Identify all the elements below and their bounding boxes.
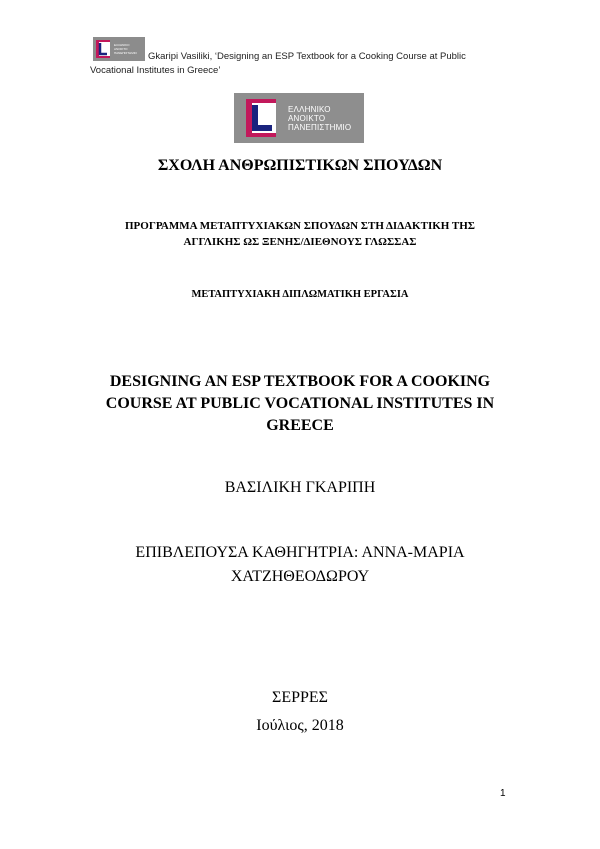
author-name: ΒΑΣΙΛΙΚΗ ΓΚΑΡΙΠΗ <box>224 479 376 496</box>
school-name: ΣΧΟΛΗ ΑΝΘΡΩΠΙΣΤΙΚΩΝ ΣΠΟΥΔΩΝ <box>157 157 443 174</box>
university-logo <box>234 93 364 143</box>
thesis-title: DESIGNING AN ESP TEXTBOOK FOR A COOKING COURSE AT PUBLIC VOCATIONAL INSTITUTES IN GREECE <box>105 373 495 434</box>
header-logo-text: ΕΛΛΗΝΙΚΟ ΑΝΟΙΚΤΟ ΠΑΝΕΠΙΣΤΗΜΙΟ <box>114 43 137 55</box>
university-logo-text: ΕΛΛΗΝΙΚΟ ΑΝΟΙΚΤΟ ΠΑΝΕΠΙΣΤΗΜΙΟ <box>288 104 352 132</box>
page-number: 1 <box>500 788 506 799</box>
running-header: Gkaripi Vasiliki, ‘Designing an ESP Textbook for a Cooking Course at Public Vocational Institutes in Greece’ <box>90 51 466 76</box>
date: Ιούλιος, 2018 <box>256 717 344 734</box>
thesis-type: ΜΕΤΑΠΤΥΧΙΑΚΗ ΔΙΠΛΩΜΑΤΙΚΗ ΕΡΓΑΣΙΑ <box>191 289 409 300</box>
city: ΣΕΡΡΕΣ <box>272 689 328 706</box>
university-emblem-icon <box>242 93 282 143</box>
supervisor: ΕΠΙΒΛΕΠΟΥΣΑ ΚΑΘΗΓΗΤΡΙΑ: ΑΝΝΑ-ΜΑΡΙΑ ΧΑΤΖΗΘΕΟΔΩΡΟΥ <box>135 544 465 585</box>
program-name: ΠΡΟΓΡΑΜΜΑ ΜΕΤΑΠΤΥΧΙΑΚΩΝ ΣΠΟΥΔΩΝ ΣΤΗ ΔΙΔΑΚΤΙΚΗ ΤΗΣ ΑΓΓΛΙΚΗΣ ΩΣ ΞΕΝΗΣ/ΔΙΕΘΝΟΥΣ ΓΛΩΣΣΑΣ <box>125 220 475 248</box>
